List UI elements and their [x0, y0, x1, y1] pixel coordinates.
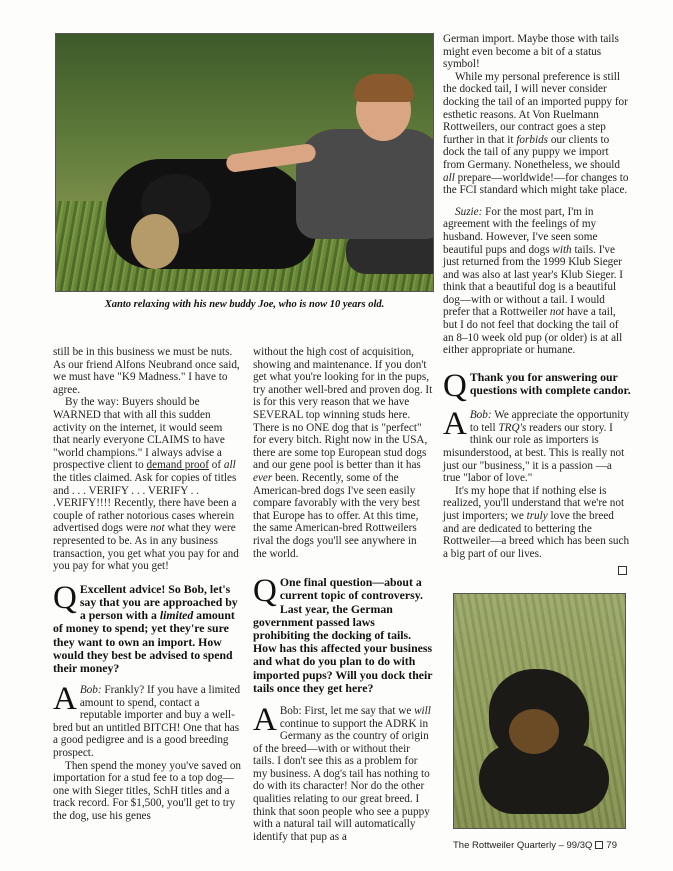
page-number: 79 — [606, 840, 617, 851]
separator-box-icon — [595, 841, 603, 849]
question: Q Excellent advice! So Bob, let's say that you are approached by a person with a limited amount of money to spend; yet they're sure they want to own an import. How would they best be advised to spend their money? — [53, 579, 238, 675]
boy-figure — [296, 129, 434, 239]
end-of-article-mark — [618, 566, 627, 575]
paragraph: without the high cost of acquisition, showing and maintenance. If you don't get what you're looking for in the pups, try another well-bred and proven dog. It is for this very reason that we have SEVERAL top winning studs here. There is no ONE dog that is "perfect" for every bitch. Right now in the USA, there are some top European stud dogs and our gene pool is better than it has ever been. Recently, some of the American-bred dogs I've seen easily compare favorably with the very best that Europe has to offer. At this time, the same American-bred Rottweilers rival the dogs you'll see anywhere in the world. — [253, 346, 433, 560]
paragraph: Suzie: For the most part, I'm in agreement with the feelings of my husband. However, I've seen some beautiful pups and dogs with tails. I've just returned from the 1999 Klub Sieger and was also at last year's Klub Sieger. I think that a beautiful dog is a beautiful dog—with or without a tail. I would prefer that a Rottweiler not have a tail, but I do not feel that docking the tail of an 8–10 week old pup (or older) is at all either appropriate or humane. — [443, 205, 624, 357]
answer: A Bob: First, let me say that we will continue to support the ADRK in Germany as the country of origin of the breed—with or without their tails. I don't see this as a problem for my business. A dog's tail has nothing to do with its character! Nor do the other qualities relating to our great breed. I think that soon people who see a puppy with a natural tail will automatically identify that pup as a — [253, 701, 431, 843]
photo-rottweiler-puppy — [453, 593, 626, 829]
text-column-2 — [253, 346, 433, 843]
answer: A Bob: Frankly? If you have a limited amount to spend, contact a reputable importer and buy a well-bred but an untitled BITCH! One that has a good pedigree and is a good breeding prospect. — [53, 681, 241, 760]
page-footer — [453, 840, 633, 851]
photo-caption: Xanto relaxing with his new buddy Joe, who is now 10 years old. — [104, 299, 385, 310]
question: Q One final question—about a current topic of controversy. Last year, the German government passed laws prohibiting the docking of tails. How has this affected your business and what do you plan to do with imported pups? Will you dock their tails once they get here? — [253, 573, 433, 695]
paragraph: While my personal preference is still the docked tail, I will never consider docking the tail of an imported puppy for esthetic reasons. At Von Ruelmann Rottweilers, our contract goes a step further in that it forbids our clients to dock the tail of any puppy we import from Germany. Nonetheless, we should all prepare—worldwide!—for changes to the FCI standard which might take place. — [443, 70, 629, 197]
paragraph: By the way: Buyers should be WARNED that with all this sudden activity on the internet, it would seem that nearly everyone CLAIMS to have "world champions." I always advise a prospective client to demand proof of all the titles claimed. Ask for copies of titles and . . . VERIFY . . . VERIFY . . .VERIFY!!!! Recently, there have been a couple of rather notorious cases wherein advertised dogs were not what they were represented to be. As in any business transaction, you get what you pay for and you pay for what you get! — [53, 396, 239, 573]
question: Q Thank you for answering our questions with complete candor. — [443, 367, 631, 404]
text-column-3 — [443, 33, 631, 560]
photo-boy-with-rottweiler — [55, 33, 434, 292]
answer: A Bob: We appreciate the opportunity to tell TRQ's readers our story. I think our role as importers is misunderstood, at best. This is really not just our "business," it is a passion —a true "labor of love." — [443, 406, 630, 485]
paragraph: still be in this business we must be nuts. As our friend Alfons Neubrand once said, we must have "K9 Madness." I have to agree. — [53, 346, 240, 396]
text-column-1 — [53, 346, 241, 823]
toy-ball — [131, 214, 179, 269]
paragraph: Then spend the money you've saved on importation for a stud fee to a top dog—one with Sieger titles, SchH titles and a track record. For $1,500, you'll get to try the dog, use his genes — [53, 759, 242, 823]
paragraph: German import. Maybe those with tails might even become a bit of a status symbol! — [443, 33, 619, 71]
publication-name: The Rottweiler Quarterly – 99/3Q — [453, 840, 593, 851]
paragraph: It's my hope that if nothing else is realized, you'll understand that we're not just importers; we truly love the breed and are dedicated to bettering the Rottweiler—a breed which has been such a big part of our lives. — [443, 484, 630, 560]
